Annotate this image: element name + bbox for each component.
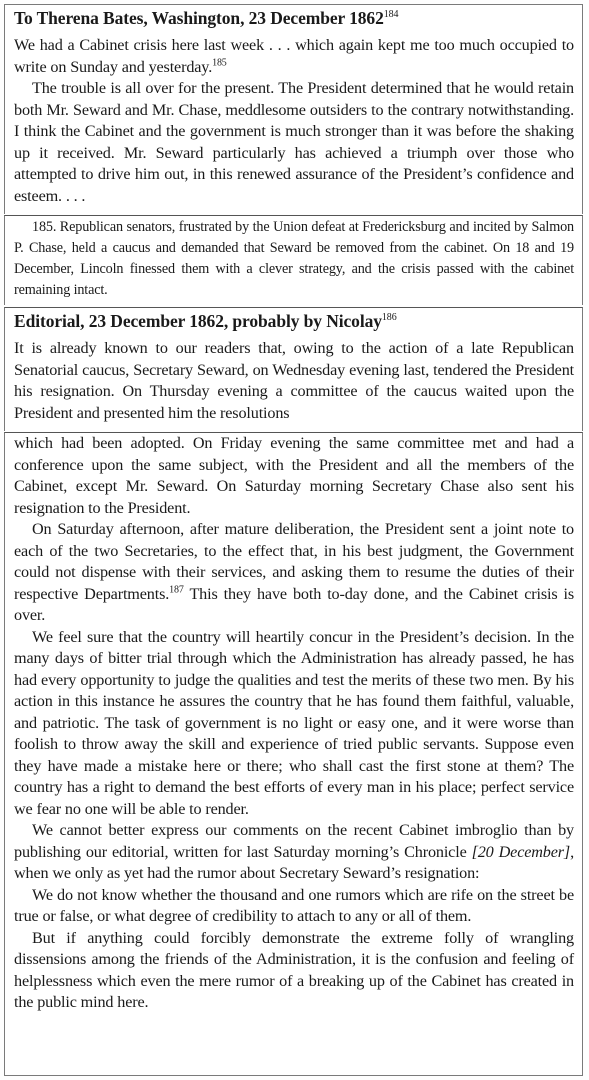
editorial-paragraph-1a: It is already known to our readers that, owing to the action of a late Republican Senatorial caucus, Secretary Seward, on Wednesday evening last, tendered the President his resignation. On Thursday evening a committee of the caucus waited upon the President and presented him the resolutions: [14, 339, 574, 422]
letter-paragraph-1-text: We had a Cabinet crisis here last week . . . which again kept me too much occupied to write on Sunday and yesterday.: [14, 36, 574, 76]
letter-heading: [14, 7, 574, 29]
editorial-date-insert: [20 December]: [471, 842, 571, 861]
footnote-section: [4, 215, 583, 305]
editorial-paragraph-3: We feel sure that the country will heartily concur in the President’s decision. In the many days of bitter trial through which the Administration has already passed, he has had every opportunity to judge the qualities and test the merits of these two men. By his action in this instance he assures the country that he has found them faithful, valuable, and patriotic. The task of government is no light or easy one, and it were worse than foolish to throw away the skill and experience of tried public servants. Suppose even they have made a mistake here or there; who shall cast the first stone at them? The country has a right to demand the best efforts of every man in his place; perfect service we fear no one will be able to render.: [14, 627, 574, 818]
footnote-ref-184: 184: [383, 9, 399, 21]
editorial-paragraph-4b: , when we only as yet had the rumor about Secretary Seward’s resignation:: [14, 842, 574, 882]
editorial-heading: [14, 310, 574, 332]
footnote-185: 185. Republican senators, frustrated by the Union defeat at Fredericksburg and incited by Salmon P. Chase, held a caucus and demanded that Seward be removed from the cabinet. On 18 and 19 December, Lincoln finessed them with a clever strategy, and the crisis passed with the cabinet remaining intact.: [14, 219, 574, 298]
editorial-paragraph-2b: This they have both to-day done, and the Cabinet crisis is over.: [14, 584, 575, 624]
editorial-section-top: [4, 307, 583, 431]
editorial-paragraph-2: [14, 519, 574, 627]
editorial-paragraph-4a: We cannot better express our comments on the recent Cabinet imbroglio than by publishing our editorial, written for last Saturday morning’s Chronicle: [14, 821, 574, 861]
quoted-paragraph-1: We do not know whether the thousand and one rumors which are rife on the street be true or false, or what degree of credibility to attach to any or all of them.: [14, 885, 574, 925]
letter-paragraph-1: [14, 35, 574, 78]
editorial-heading-text: Editorial, 23 December 1862, probably by Nicolay: [14, 311, 382, 331]
letter-heading-text: To Therena Bates, Washington, 23 December 1862: [14, 8, 384, 28]
editorial-paragraph-1b: which had been adopted. On Friday evening the same committee met and had a conference upon the same subject, with the President and all the members of the Cabinet, except Mr. Seward. On Saturday morning Secretary Chase also sent his resignation to the President.: [14, 434, 574, 517]
quoted-paragraph-2: But if anything could forcibly demonstrate the extreme folly of wrangling dissensions among the friends of the Administration, it is the confusion and feeling of helplessness which even the mere rumor of a breaking up of the Cabinet has created in the public mind here.: [14, 928, 574, 1011]
editorial-paragraph-4: [14, 820, 574, 885]
letter-section: [4, 4, 583, 214]
footnote-ref-187: 187: [169, 584, 184, 596]
footnote-ref-186: 186: [381, 312, 397, 324]
editorial-paragraph-2a: On Saturday afternoon, after mature deliberation, the President sent a joint note to each of the two Secretaries, to the effect that, in his best judgment, the Government could not dispense with their services, and asking them to resume the duties of their respective Departments.: [14, 520, 574, 603]
letter-paragraph-2: The trouble is all over for the present. The President determined that he would retain both Mr. Seward and Mr. Chase, meddlesome outsiders to the contrary notwithstanding. I think the Cabinet and the government is much stronger than it was before the shaking up it received. Mr. Seward particularly has achieved a triumph over those who attempted to drive him out, in this renewed assurance of the President’s confidence and esteem. . . .: [14, 79, 574, 205]
editorial-section-body: [4, 432, 583, 1076]
footnote-ref-185: 185: [212, 57, 227, 69]
